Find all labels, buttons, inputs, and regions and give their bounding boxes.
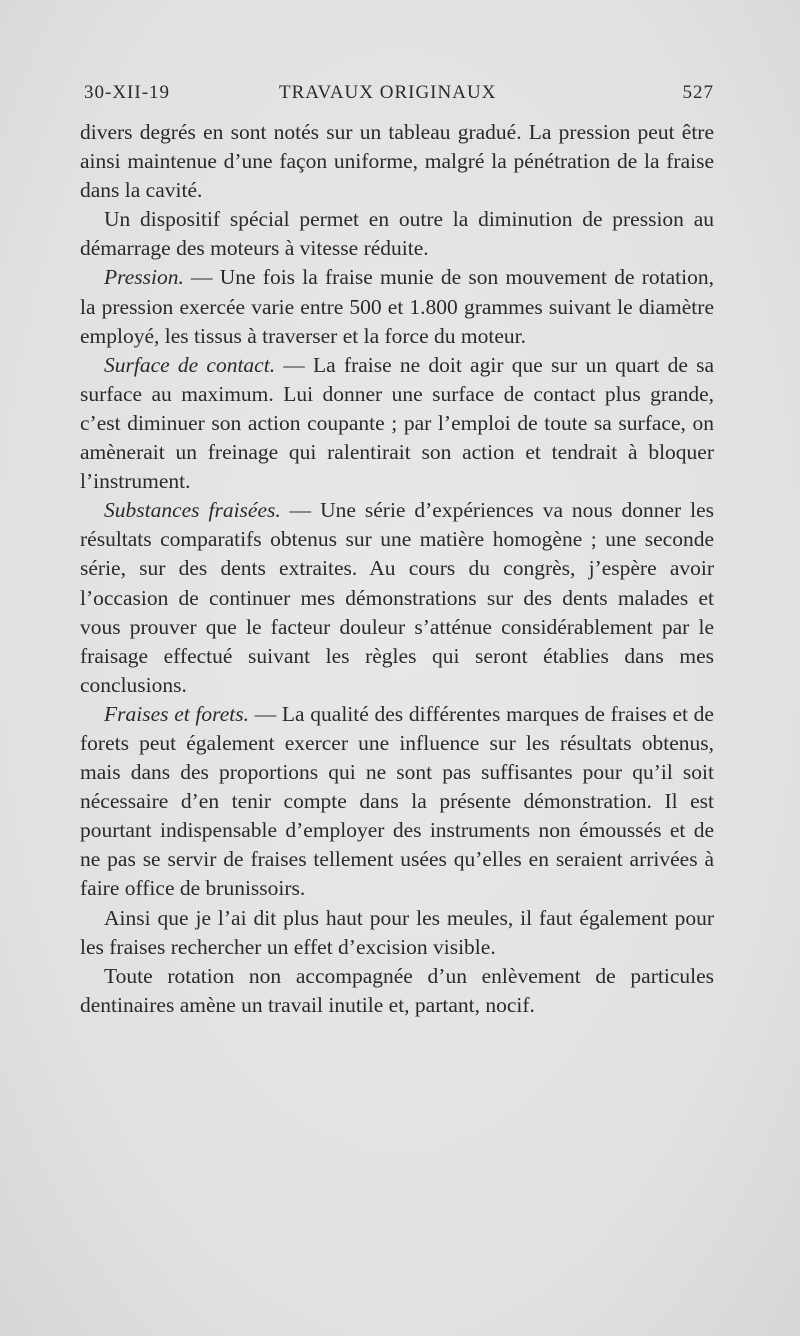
paragraph [80, 904, 714, 962]
header-title: TRAVAUX ORIGINAUX [279, 82, 497, 103]
paragraph-text: — Une fois la fraise munie de son mouvement de rotation, la pression exercée varie entre 500 et 1.800 grammes suivant le diamètre employé, les tissus à traverser et la force du moteur. [80, 265, 714, 348]
paragraph [80, 700, 714, 904]
section-heading: Surface de contact. [104, 352, 276, 377]
paragraph-text: divers degrés en sont notés sur un tableau gradué. La pression peut être ainsi maintenue d’une façon uniforme, malgré la pénétration de la fraise dans la cavité. [80, 120, 714, 203]
paragraph [80, 118, 714, 205]
paragraph-text: Ainsi que je l’ai dit plus haut pour les meules, il faut également pour les fraises rechercher un effet d’excision visible. [80, 905, 714, 959]
paragraph-text: — La qualité des différentes marques de fraises et de forets peut également exercer une influence sur les résultats obtenus, mais dans des proportions qui ne sont pas suffisantes pour qu’il soit nécessaire d’en tenir compte dans la présente démonstration. Il est pourtant indispensable d’employer des instruments non émoussés et de ne pas se servir de fraises tellement usées qu’elles en seraient arrivées à faire office de brunissoirs. [80, 701, 714, 901]
paragraph-text: Toute rotation non accompagnée d’un enlèvement de particules dentinaires amène un travail inutile et, partant, nocif. [80, 963, 714, 1017]
paragraph [80, 962, 714, 1020]
section-heading: Fraises et forets. [104, 701, 249, 726]
paragraph-text: — La fraise ne doit agir que sur un quart de sa surface au maximum. Lui donner une surface de contact plus grande, c’est diminuer son action coupante ; par l’emploi de toute sa surface, on amènerait un freinage qui ralentirait son action et tendrait à bloquer l’instrument. [80, 352, 714, 494]
header-date: 30-XII-19 [84, 82, 171, 103]
paragraph [80, 263, 714, 350]
paragraph [80, 205, 714, 263]
paragraph-text: Un dispositif spécial permet en outre la diminution de pression au démarrage des moteurs à vitesse réduite. [80, 207, 714, 261]
paragraph-text: — Une série d’expériences va nous donner les résultats comparatifs obtenus sur une matière homogène ; une seconde série, sur des dents extraites. Au cours du congrès, j’espère avoir l’occasion de continuer mes démonstrations sur des dents malades et vous prouver que le facteur douleur s’atténue considérablement par le fraisage effectué suivant les règles qui seront établies dans mes conclusions. [80, 498, 714, 697]
section-heading: Pression. [104, 265, 184, 290]
paragraph [80, 351, 714, 496]
running-header [84, 82, 714, 116]
section-heading: Substances fraisées. [104, 498, 281, 523]
body-text [80, 118, 714, 1020]
page-number: 527 [682, 82, 714, 103]
paragraph [80, 496, 714, 700]
